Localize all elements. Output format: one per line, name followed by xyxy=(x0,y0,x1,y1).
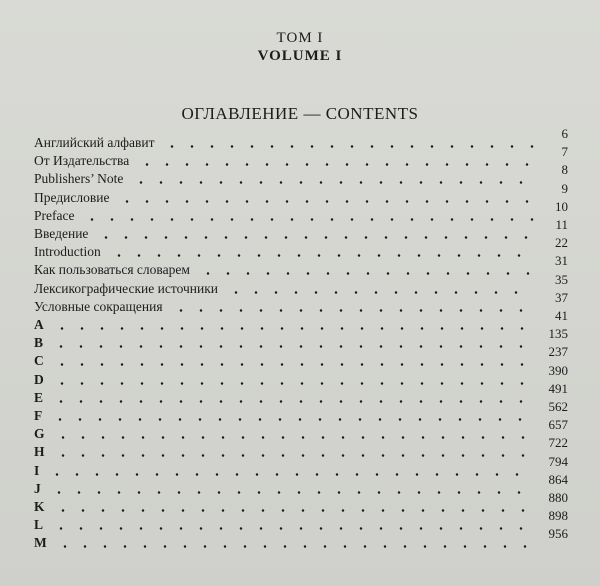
contents-title: ОГЛАВЛЕНИЕ — CONTENTS xyxy=(181,104,419,123)
toc-entry xyxy=(34,180,568,207)
toc-leader-dots xyxy=(198,272,534,275)
toc-entry xyxy=(34,162,568,188)
toc-leader-dots xyxy=(53,436,534,439)
toc-entry-label: Publishers’ Note xyxy=(34,171,124,187)
toc-entry xyxy=(34,308,568,334)
toc-entry-page-number: 864 xyxy=(548,471,568,487)
toc-entry-page-number: 390 xyxy=(548,362,568,378)
toc-entry xyxy=(34,126,568,152)
toc-entry-page-number: 6 xyxy=(561,126,568,141)
toc-entry xyxy=(34,526,568,552)
toc-entry-page-number: 41 xyxy=(555,308,568,323)
toc-entry-page-number: 10 xyxy=(555,198,568,214)
volume-number-english: VOLUME I xyxy=(257,48,343,64)
toc-leader-dots xyxy=(96,236,534,239)
toc-entry xyxy=(34,490,568,516)
toc-entry xyxy=(34,253,568,279)
toc-entry xyxy=(34,508,568,534)
toc-leader-dots xyxy=(162,145,534,148)
toc-entry-page-number: 31 xyxy=(555,253,568,269)
toc-entry-label: Как пользоваться словарем xyxy=(34,262,190,278)
toc-entry-page-number: 491 xyxy=(548,380,568,396)
toc-entry-page-number: 237 xyxy=(548,344,568,360)
toc-entry-page-number: 11 xyxy=(555,217,568,232)
toc-entry xyxy=(34,435,568,461)
toc-entry-label: Лексикографические источники xyxy=(34,280,218,296)
toc-entry-page-number: 8 xyxy=(561,162,568,178)
toc-leader-dots xyxy=(49,491,534,494)
toc-leader-dots xyxy=(109,254,534,257)
toc-leader-dots xyxy=(137,163,534,166)
toc-entry-label: C xyxy=(34,353,44,369)
toc-entry xyxy=(34,271,568,298)
toc-entry xyxy=(34,362,568,389)
volume-number-russian: ТОМ I xyxy=(276,30,324,46)
toc-entry-page-number: 898 xyxy=(548,508,568,524)
toc-entry-label: H xyxy=(34,444,45,460)
toc-entry-label: D xyxy=(34,371,44,387)
toc-leader-dots xyxy=(51,400,534,403)
toc-entry xyxy=(34,380,568,407)
toc-entry-label: L xyxy=(34,517,44,533)
toc-entry-label: I xyxy=(34,462,40,478)
toc-leader-dots xyxy=(55,545,534,548)
toc-entry-page-number: 956 xyxy=(548,526,568,542)
toc-entry-label: M xyxy=(34,535,47,551)
toc-entry xyxy=(34,326,568,352)
toc-entry-page-number: 794 xyxy=(548,453,568,469)
toc-leader-dots xyxy=(131,181,534,184)
toc-entry xyxy=(34,144,568,170)
toc-entry-label: Английский алфавит xyxy=(34,135,155,150)
toc-entry-page-number: 22 xyxy=(555,235,568,251)
toc-entry-label: Предисловие xyxy=(34,189,110,205)
toc-entry xyxy=(34,289,568,316)
toc-leader-dots xyxy=(47,473,534,476)
toc-entry-label: B xyxy=(34,335,44,351)
toc-entry-label: E xyxy=(34,389,44,405)
toc-entry xyxy=(34,217,568,243)
toc-entry-label: J xyxy=(34,480,41,496)
toc-entry xyxy=(34,344,568,370)
toc-entry-page-number: 722 xyxy=(548,435,568,451)
toc-leader-dots xyxy=(82,218,534,221)
toc-entry-label: Introduction xyxy=(34,244,101,260)
toc-entry xyxy=(34,471,568,498)
toc-leader-dots xyxy=(53,454,534,457)
toc-entry-page-number: 880 xyxy=(548,490,568,505)
toc-entry-page-number: 9 xyxy=(561,180,568,196)
toc-entry-label: Preface xyxy=(34,207,75,223)
toc-entry-page-number: 35 xyxy=(555,271,568,287)
toc-leader-dots xyxy=(52,363,534,366)
toc-entry-page-number: 657 xyxy=(548,417,568,433)
toc-leader-dots xyxy=(171,309,534,312)
toc-entry-label: Условные сокращения xyxy=(34,298,163,314)
toc-leader-dots xyxy=(117,200,534,203)
toc-entry-label: K xyxy=(34,499,45,514)
toc-leader-dots xyxy=(51,345,534,348)
toc-entry xyxy=(34,453,568,480)
toc-entry-page-number: 37 xyxy=(555,289,568,305)
toc-leader-dots xyxy=(51,527,534,530)
toc-entry-page-number: 562 xyxy=(548,399,568,414)
toc-entry xyxy=(34,198,568,225)
toc-leader-dots xyxy=(52,382,534,385)
toc-leader-dots xyxy=(226,291,534,294)
toc-entry-label: От Издательства xyxy=(34,153,130,169)
toc-entry-page-number: 135 xyxy=(548,326,568,342)
toc-leader-dots xyxy=(52,327,534,330)
toc-entry xyxy=(34,235,568,261)
toc-entry xyxy=(34,399,568,425)
toc-entry-page-number: 7 xyxy=(561,144,568,160)
toc-entry-label: A xyxy=(34,317,44,332)
toc-entry xyxy=(34,417,568,443)
toc-entry-label: Введение xyxy=(34,226,89,241)
toc-leader-dots xyxy=(53,509,534,512)
toc-leader-dots xyxy=(50,418,534,421)
toc-entry-label: F xyxy=(34,408,43,423)
toc-entry-label: G xyxy=(34,426,45,442)
